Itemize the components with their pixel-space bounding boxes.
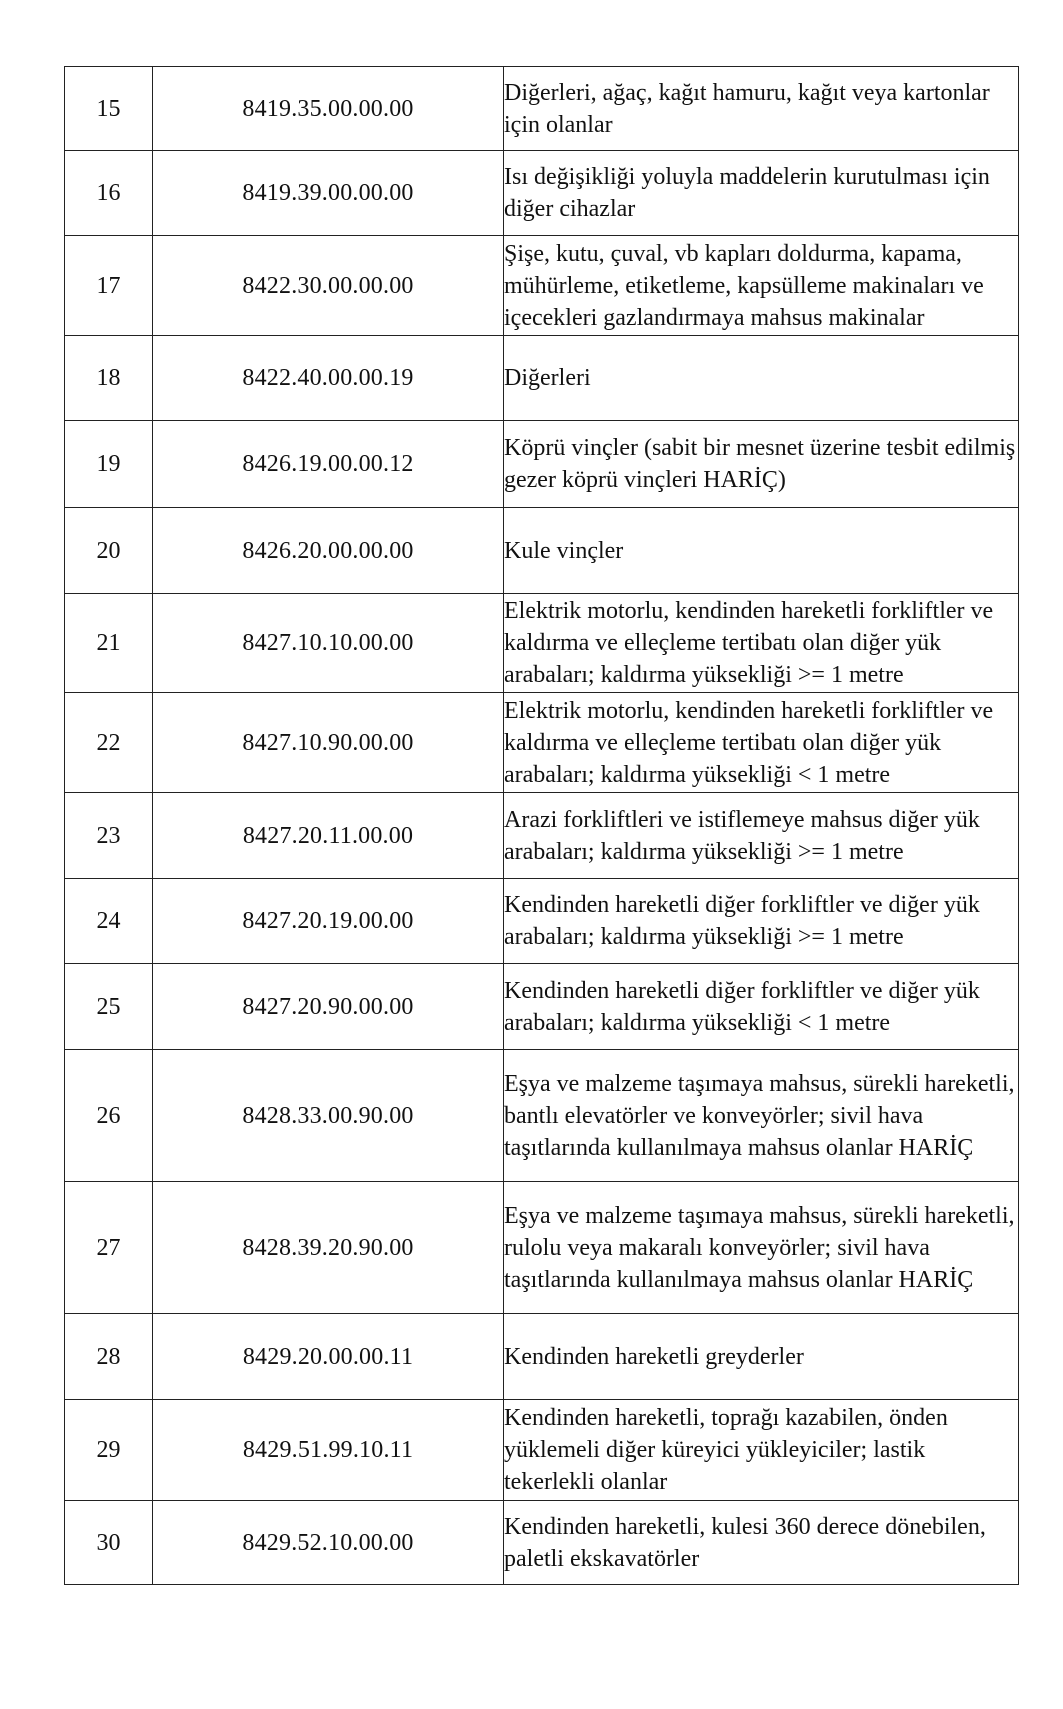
table-row [65, 421, 1019, 508]
item-description: Eşya ve malzeme taşımaya mahsus, sürekli hareketli, bantlı elevatörler ve konveyörler; sivil hava taşıtlarında kullanılmaya mahsus olanlar HARİÇ [504, 1050, 1019, 1182]
tariff-code: 8426.19.00.00.12 [153, 421, 504, 508]
tariff-code: 8429.52.10.00.00 [153, 1501, 504, 1585]
row-number: 25 [65, 964, 153, 1050]
item-description: Elektrik motorlu, kendinden hareketli forkliftler ve kaldırma ve elleçleme tertibatı olan diğer yük arabaları; kaldırma yüksekliği >= 1 metre [504, 594, 1019, 693]
table-row [65, 508, 1019, 594]
row-number: 29 [65, 1400, 153, 1501]
row-number: 17 [65, 236, 153, 336]
tariff-code: 8429.51.99.10.11 [153, 1400, 504, 1501]
tariff-code: 8429.20.00.00.11 [153, 1314, 504, 1400]
item-description: Kendinden hareketli, toprağı kazabilen, önden yüklemeli diğer küreyici yükleyiciler; lastik tekerlekli olanlar [504, 1400, 1019, 1501]
row-number: 18 [65, 336, 153, 421]
table-row [65, 793, 1019, 879]
item-description: Kule vinçler [504, 508, 1019, 594]
table-row [65, 1314, 1019, 1400]
item-description: Kendinden hareketli diğer forkliftler ve diğer yük arabaları; kaldırma yüksekliği >= 1 metre [504, 879, 1019, 964]
row-number: 24 [65, 879, 153, 964]
tariff-code: 8426.20.00.00.00 [153, 508, 504, 594]
row-number: 19 [65, 421, 153, 508]
tariff-code: 8427.10.90.00.00 [153, 693, 504, 793]
row-number: 16 [65, 151, 153, 236]
table-row [65, 336, 1019, 421]
row-number: 21 [65, 594, 153, 693]
table-row [65, 964, 1019, 1050]
row-number: 27 [65, 1182, 153, 1314]
item-description: Arazi forkliftleri ve istiflemeye mahsus diğer yük arabaları; kaldırma yüksekliği >= 1 metre [504, 793, 1019, 879]
table-row [65, 236, 1019, 336]
item-description: Şişe, kutu, çuval, vb kapları doldurma, kapama, mühürleme, etiketleme, kapsülleme makinaları ve içecekleri gazlandırmaya mahsus makinalar [504, 236, 1019, 336]
table-row [65, 1050, 1019, 1182]
item-description: Eşya ve malzeme taşımaya mahsus, sürekli hareketli, rulolu veya makaralı konveyörler; sivil hava taşıtlarında kullanılmaya mahsus olanlar HARİÇ [504, 1182, 1019, 1314]
table-row [65, 879, 1019, 964]
tariff-code: 8419.39.00.00.00 [153, 151, 504, 236]
item-description: Diğerleri [504, 336, 1019, 421]
row-number: 30 [65, 1501, 153, 1585]
table-row [65, 1501, 1019, 1585]
tariff-code: 8428.39.20.90.00 [153, 1182, 504, 1314]
row-number: 20 [65, 508, 153, 594]
item-description: Kendinden hareketli greyderler [504, 1314, 1019, 1400]
tariff-code: 8422.30.00.00.00 [153, 236, 504, 336]
tariff-code: 8427.20.90.00.00 [153, 964, 504, 1050]
item-description: Diğerleri, ağaç, kağıt hamuru, kağıt veya kartonlar için olanlar [504, 67, 1019, 151]
item-description: Kendinden hareketli, kulesi 360 derece dönebilen, paletli ekskavatörler [504, 1501, 1019, 1585]
item-description: Kendinden hareketli diğer forkliftler ve diğer yük arabaları; kaldırma yüksekliği < 1 metre [504, 964, 1019, 1050]
row-number: 28 [65, 1314, 153, 1400]
tariff-code: 8419.35.00.00.00 [153, 67, 504, 151]
row-number: 15 [65, 67, 153, 151]
table-row [65, 67, 1019, 151]
row-number: 23 [65, 793, 153, 879]
item-description: Elektrik motorlu, kendinden hareketli forkliftler ve kaldırma ve elleçleme tertibatı olan diğer yük arabaları; kaldırma yüksekliği < 1 metre [504, 693, 1019, 793]
table-row [65, 693, 1019, 793]
item-description: Isı değişikliği yoluyla maddelerin kurutulması için diğer cihazlar [504, 151, 1019, 236]
table-row [65, 594, 1019, 693]
table-row [65, 1182, 1019, 1314]
tariff-code: 8427.20.19.00.00 [153, 879, 504, 964]
tariff-code: 8427.10.10.00.00 [153, 594, 504, 693]
tariff-code: 8422.40.00.00.19 [153, 336, 504, 421]
row-number: 26 [65, 1050, 153, 1182]
row-number: 22 [65, 693, 153, 793]
item-description: Köprü vinçler (sabit bir mesnet üzerine tesbit edilmiş gezer köprü vinçleri HARİÇ) [504, 421, 1019, 508]
tariff-code: 8428.33.00.90.00 [153, 1050, 504, 1182]
table-row [65, 1400, 1019, 1501]
tariff-table [64, 66, 1019, 1585]
table-row [65, 151, 1019, 236]
tariff-code: 8427.20.11.00.00 [153, 793, 504, 879]
